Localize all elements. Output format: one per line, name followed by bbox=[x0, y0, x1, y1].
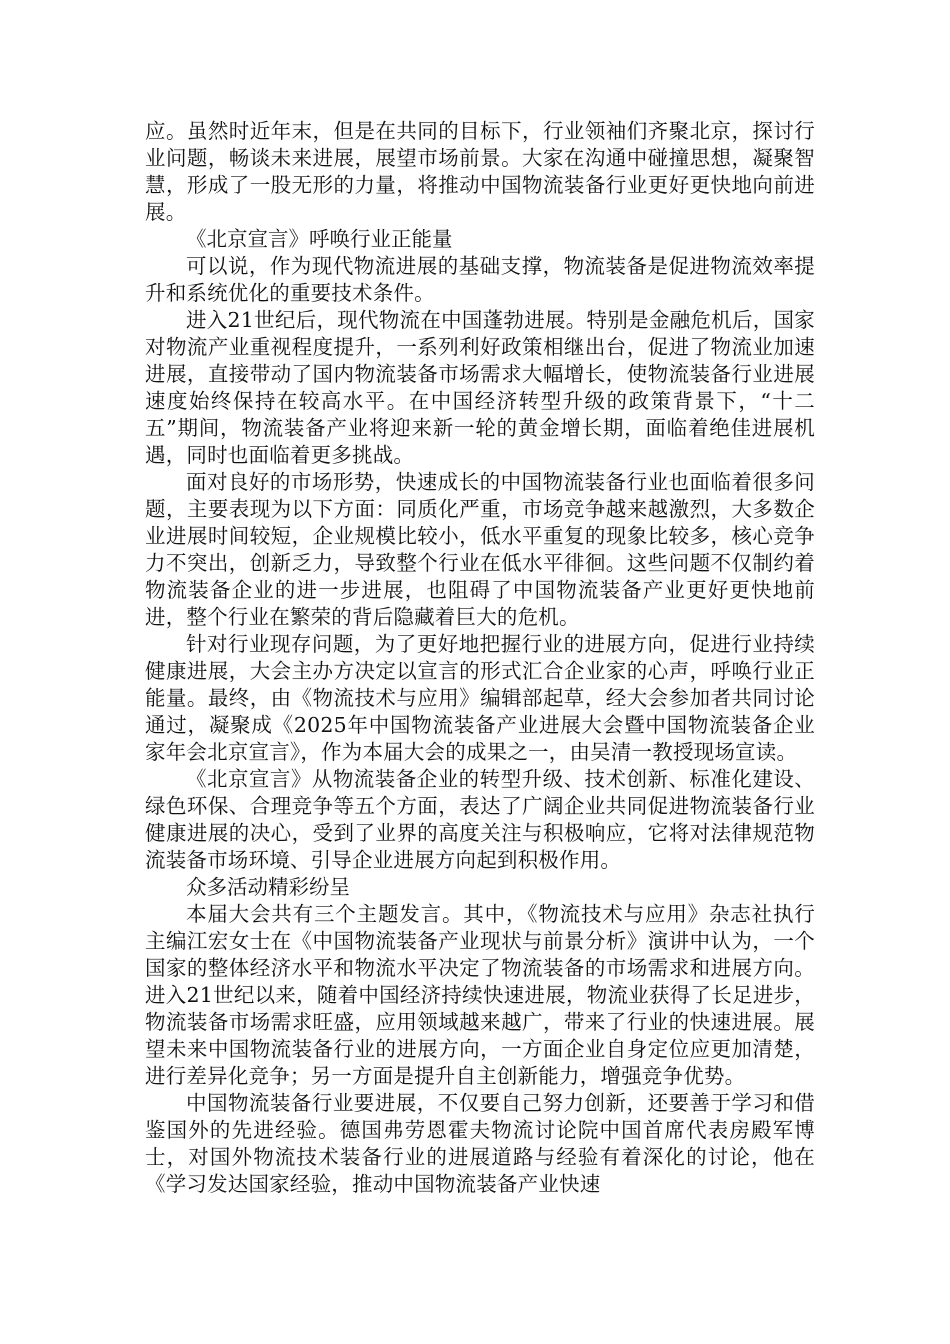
section-heading-activities: 众多活动精彩纷呈 bbox=[186, 875, 350, 899]
paragraph: 《北京宣言》从物流装备企业的转型升级、技术创新、标准化建设、绿色环保、合理竞争等五个方面，表达了广阔企业共同促进物流装备行业健康进展的决心，受到了业界的高度关注与积极响应，它将对法律规范物流装备市场环境、引导企业进展方向起到积极作用。 bbox=[145, 767, 815, 872]
paragraph: 可以说，作为现代物流进展的基础支撑，物流装备是促进物流效率提升和系统优化的重要技术条件。 bbox=[145, 254, 815, 305]
section-heading-beijing-declaration: 《北京宣言》呼唤行业正能量 bbox=[186, 227, 453, 251]
paragraph: 针对行业现存问题，为了更好地把握行业的进展方向，促进行业持续健康进展，大会主办方决定以宣言的形式汇合企业家的心声，呼唤行业正能量。最终，由《物流技术与应用》编辑部起草，经大会参加者共同讨论通过，凝聚成《2025年中国物流装备产业进展大会暨中国物流装备企业家年会北京宣言》，作为本届大会的成果之一，由吴清一教授现场宣读。 bbox=[145, 632, 815, 764]
paragraph-continuation: 应。虽然时近年末，但是在共同的目标下，行业领袖们齐聚北京，探讨行业问题，畅谈未来进展，展望市场前景。大家在沟通中碰撞思想，凝聚智慧，形成了一股无形的力量，将推动中国物流装备行业更好更快地向前进展。 bbox=[145, 119, 815, 224]
paragraph: 面对良好的市场形势，快速成长的中国物流装备行业也面临着很多问题，主要表现为以下方面：同质化严重，市场竞争越来越激烈，大多数企业进展时间较短，企业规模比较小，低水平重复的现象比较多，核心竞争力不突出，创新乏力，导致整个行业在低水平徘徊。这些问题不仅制约着物流装备企业的进一步进展，也阻碍了中国物流装备产业更好更快地前进，整个行业在繁荣的背后隐藏着巨大的危机。 bbox=[145, 470, 815, 629]
document-page bbox=[145, 118, 815, 1198]
paragraph: 中国物流装备行业要进展，不仅要自己努力创新，还要善于学习和借鉴国外的先进经验。德国弗劳恩霍夫物流讨论院中国首席代表房殿军博士，对国外物流技术装备行业的进展道路与经验有着深化的讨论，他在《学习发达国家经验，推动中国物流装备产业快速 bbox=[145, 1091, 815, 1196]
paragraph: 本届大会共有三个主题发言。其中，《物流技术与应用》杂志社执行主编江宏女士在《中国物流装备产业现状与前景分析》演讲中认为，一个国家的整体经济水平和物流水平决定了物流装备的市场需求和进展方向。进入21世纪以来，随着中国经济持续快速进展，物流业获得了长足进步，物流装备市场需求旺盛，应用领域越来越广，带来了行业的快速进展。展望未来中国物流装备行业的进展方向，一方面企业自身定位应更加清楚，进行差异化竞争；另一方面是提升自主创新能力，增强竞争优势。 bbox=[145, 902, 815, 1088]
paragraph: 进入21世纪后，现代物流在中国蓬勃进展。特别是金融危机后，国家对物流产业重视程度提升，一系列利好政策相继出台，促进了物流业加速进展，直接带动了国内物流装备市场需求大幅增长，使物流装备行业进展速度始终保持在较高水平。在中国经济转型升级的政策背景下，“十二五”期间，物流装备产业将迎来新一轮的黄金增长期，面临着绝佳进展机遇，同时也面临着更多挑战。 bbox=[145, 308, 815, 467]
